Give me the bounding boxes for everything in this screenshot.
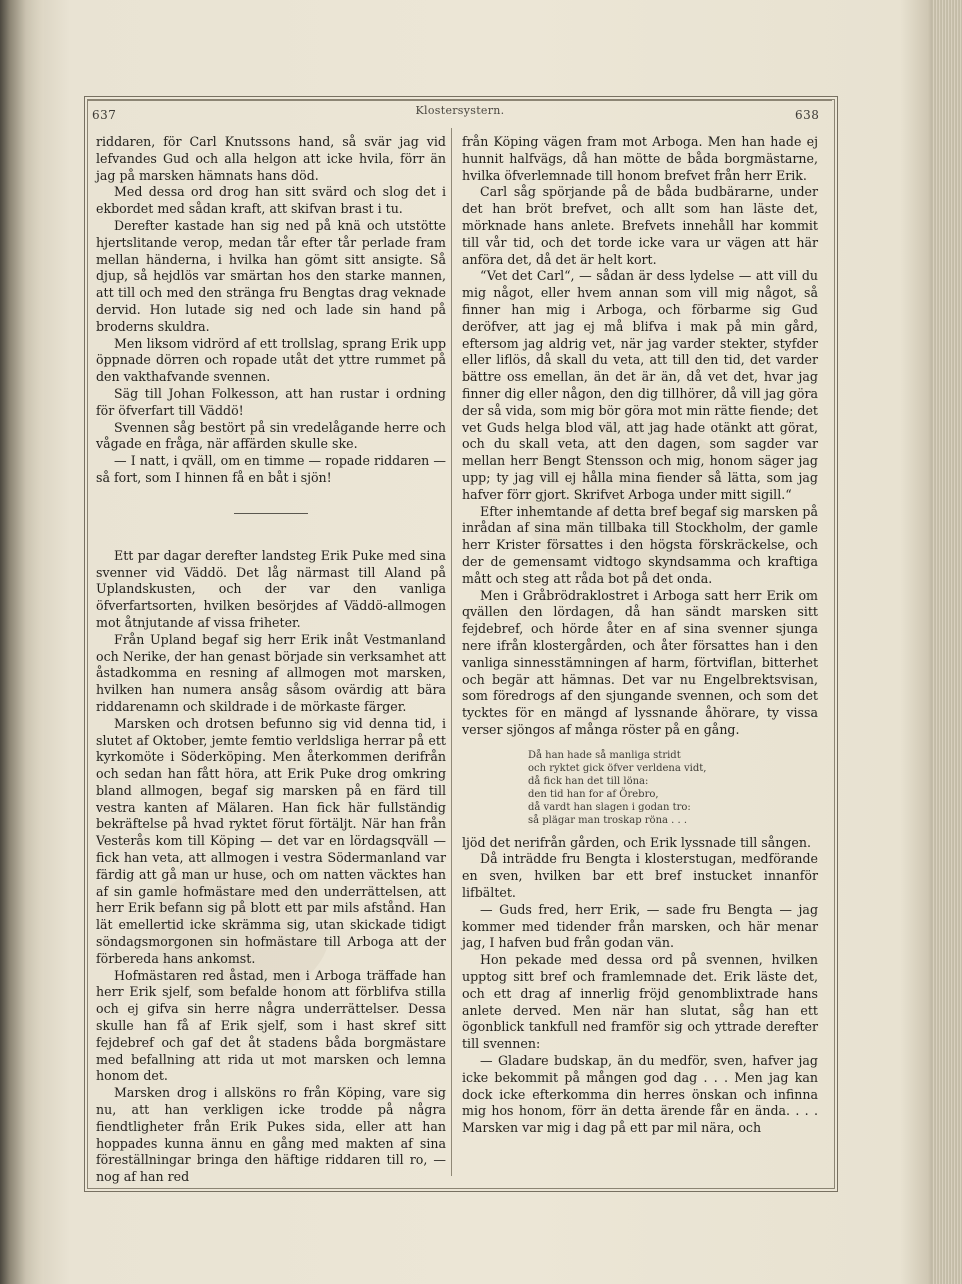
paragraph: Carl såg spörjande på de båda budbärarne, under det han bröt brefvet, och allt som han läste det, mörknade hans anlete. Brefvets innehåll har kommit till vår tid, och det torde icke vara ur vägen att här anföra det, då det är helt kort. (462, 184, 818, 267)
paragraph: “Vet det Carl“, — sådan är dess lydelse — att vill du mig något, eller hvem annan som vill mig något, så finner han mig i Arboga, och förbarme sig Gud deröfver, att jag ej må blifva i mak på min gård, eftersom jag aldrig vet, när jag varder stekter, styfder eller liflös, då skall du veta, att till den tid, det varder bättre oss emellan, än det är än, då vet det, hvar jag finner dig eller någon, den dig tillhörer, då vill jag göra der så vida, som mig bör göra mot min rätte fiende; det vet Guds helga blod väl, att jag hade otänkt att görat, och du skall veta, att den dagen, som sagder var mellan herr Bengt Stensson och mig, honom säger jag upp; ty jag vill ej hålla mina fiender så lätta, som jag hafver förr gjort. Skrifvet Arboga under mitt sigill.“ (462, 268, 818, 502)
poem-line: då fick han det till löna: (528, 775, 649, 787)
poem-line: och ryktet gick öfver verldena vidt, (528, 762, 707, 774)
section-divider (234, 513, 308, 514)
paragraph: Marsken och drotsen befunno sig vid denna tid, i slutet af Oktober, jemte femtio verldsliga herrar på ett kyrkomöte i Söderköping. Men återkommen derifrån och sedan han fått höra, att Erik Puke drog omkring bland allmogen, begaf sig marsken på en färd till vestra kanten af Mälaren. Han fick här fullständig bekräftelse på hvad ryktet förut förtäljt. När han från Vesterås kom till Köping — det var en lördagsqväll — fick han veta, att allmogen i vestra Södermanland var färdig att gå man ur huse, och om natten väcktes han af sin gamle hofmästare med den underrättelsen, att herr Erik befann sig på blott ett par mils afstånd. Han lät emellertid icke skrämma sig, utan skickade tidigt söndagsmorgonen sin hofmästare till Arboga att der förbereda hans ankomst. (96, 715, 446, 966)
paragraph: från Köping vägen fram mot Arboga. Men han hade ej hunnit halfvägs, då han mötte de båda borgmästarne, hvilka öfverlemnade till honom brefvet från herr Erik. (462, 134, 818, 183)
left-column (96, 134, 446, 1186)
left-page-number: 637 (92, 108, 117, 122)
paragraph: Efter inhemtande af detta bref begaf sig marsken på inrådan af sina män tillbaka till Stockholm, der gamle herr Krister försattes i den högsta förskräckelse, och der de gemensamt vidtogo skyndsamma och kraftiga mått och steg att råda bot på det onda. (462, 503, 818, 586)
paragraph: Marsken drog i allsköns ro från Köping, vare sig nu, att han verkligen icke trodde på några fiendtligheter från Erik Pukes sida, eller att han hoppades kunna ännu en gång med makten af sina föreställningar bringa den häftige riddaren till ro, — nog af han red (96, 1085, 446, 1185)
paragraph: Men liksom vidrörd af ett trollslag, sprang Erik upp öppnade dörren och ropade utåt det yttre rummet på den vakthafvande svennen. (96, 335, 446, 385)
paragraph: — Guds fred, herr Erik, — sade fru Bengta — jag kommer med tidender från marsken, och här menar jag, I hafven bud från godan vän. (462, 901, 818, 951)
poem-line: den tid han for af Örebro, (528, 788, 659, 800)
running-title: Klostersystern. (415, 104, 505, 117)
right-page-edge (932, 0, 962, 1284)
poem-line: Då han hade så manliga stridt (528, 749, 681, 761)
left-page-edge (0, 0, 44, 1284)
paragraph: Säg till Johan Folkesson, att han rustar i ordning för öfverfart till Väddö! (96, 385, 446, 418)
poem-stanza (528, 749, 818, 827)
paragraph: Med dessa ord drog han sitt svärd och slog det i ekbordet med sådan kraft, att skifvan brast i tu. (96, 184, 446, 217)
paragraph: riddaren, för Carl Knutssons hand, så svär jag vid lefvandes Gud och alla helgon att icke hvila, förr än jag på marsken hämnats hans död. (96, 134, 446, 183)
right-column (462, 134, 818, 1137)
paragraph: — Gladare budskap, än du medför, sven, hafver jag icke bekommit på mången god dag . . . Men jag kan dock icke efterkomma din herres önskan och infinna mig hos honom, förr än detta ärende får en ända. . . . Marsken var mig i dag på ett par mil nära, och (462, 1053, 818, 1136)
paragraph: — I natt, i qväll, om en timme — ropade riddaren — så fort, som I hinnen få en båt i sjön! (96, 453, 446, 485)
poem-line: då vardt han slagen i godan tro: (528, 801, 691, 813)
right-page-number: 638 (795, 108, 820, 122)
paragraph: Derefter kastade han sig ned på knä och utstötte hjertslitande verop, medan tår efter tår perlade fram mellan händerna, i hvilka han gömt sitt ansigte. Så djup, så hejdlös var smärtan hos den starke mannen, att till och med den stränga fru Bengtas drag veknade dervid. Hon lutade sig ned och lade sin hand på broderns skuldra. (96, 217, 446, 334)
poem-line: så plägar man troskap röna . . . (528, 814, 688, 826)
paragraph: Hon pekade med dessa ord på svennen, hvilken upptog sitt bref och framlemnade det. Erik läste det, och ett drag af innerlig fröjd genomblixtrade hans anlete derved. Men när han slutat, såg han ett ögonblick tankfull ned framför sig och yttrade derefter till svennen: (462, 952, 818, 1052)
paragraph: Ett par dagar derefter landsteg Erik Puke med sina svenner vid Väddö. Det låg närmast till Aland på Uplandskusten, och der var den vanliga öfverfartsorten, hvilken besörjdes af Väddö-allmogen mot åtnjutande af vissa friheter. (96, 547, 446, 630)
paragraph: ljöd det nerifrån gården, och Erik lyssnade till sången. (462, 834, 811, 850)
paragraph: Från Upland begaf sig herr Erik inåt Vestmanland och Nerike, der han genast började sin verksamhet att åstadkomma en resning af allmogen mot marsken, hvilken han numera ansåg såsom ovärdig att bära riddarenamn och skildrade i de mörkaste färger. (96, 631, 446, 714)
column-divider (451, 128, 452, 1176)
paragraph: Då inträdde fru Bengta i klosterstugan, medförande en sven, hvilken bar ett bref instucket innanför lifbältet. (462, 851, 818, 901)
paragraph: Svennen såg bestört på sin vredelågande herre och vågade en fråga, när affärden skulle ske. (96, 419, 446, 452)
paragraph: Men i Gråbrödraklostret i Arboga satt herr Erik om qvällen den lördagen, då han sändt marsken sitt fejdebref, och hörde åter en af sina svenner sjunga nere ifrån klostergården, och åter försattes han i den vanliga sinnesstämningen af harm, förtviflan, bitterhet och begär att hämnas. Det var nu Engelbrektsvisan, som föredrogs af den sjungande svennen, och som det tycktes för en mängd af lyssnande åhörare, ty vissa verser sjöngos af många röster på en gång. (462, 587, 818, 737)
header-rule (88, 100, 832, 101)
paragraph: Hofmästaren red åstad, men i Arboga träffade han herr Erik sjelf, som befalde honom att förblifva stilla och ej gifva sin herre några underrättelser. Dessa skulle han få af Erik sjelf, som i hast skref sitt fejdebref och gaf det åt stadens båda borgmästare med befallning att rida ut mot marsken och lemna honom det. (96, 967, 446, 1084)
